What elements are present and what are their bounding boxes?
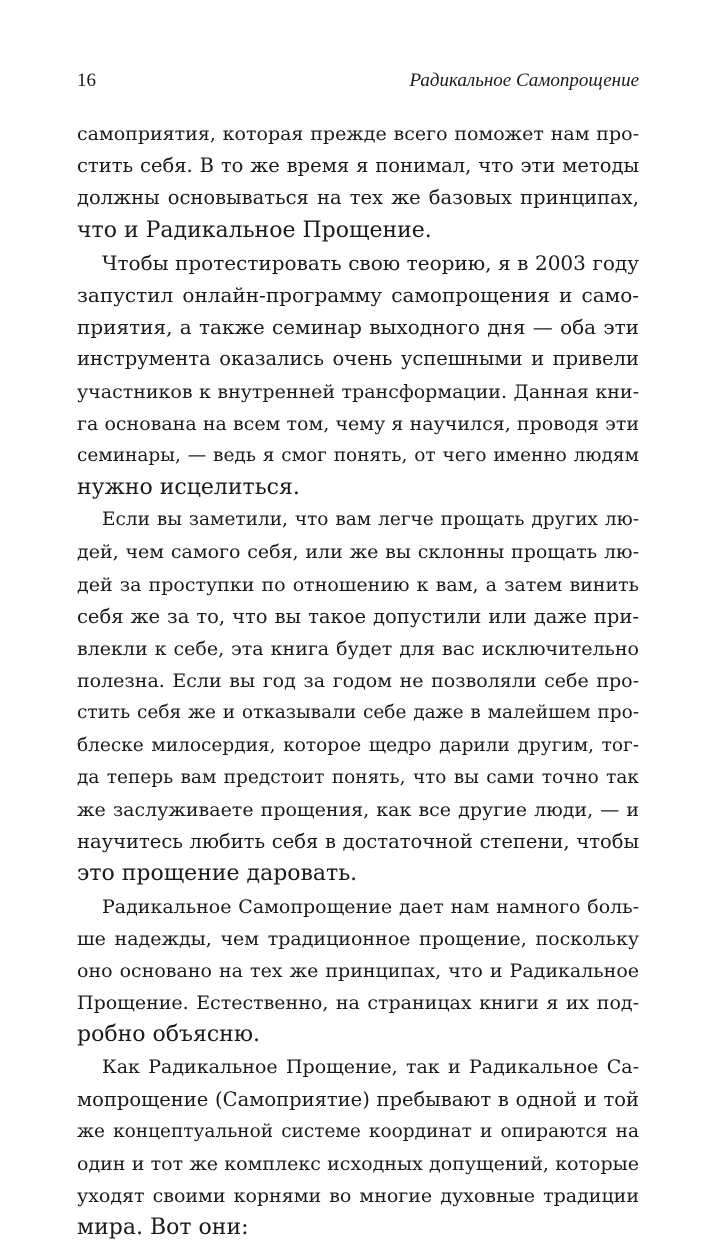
text-line: да теперь вам предстоит понять, что вы сами точно так [77,766,639,788]
text-line: участников к внутренней трансформации. Данная кни- [77,380,639,403]
text-line: это прощение даровать. [77,861,358,887]
text-line: инструмента оказались очень успешными и привели [77,347,639,371]
text-line: семинары, — ведь я смог понять, от чего именно людям [77,444,639,466]
running-head-title: Радикальное Самопрощение [409,70,639,91]
page-number: 16 [77,70,96,91]
text-line: Как Радикальное Прощение, так и Радикальное Са- [102,1056,639,1079]
text-line: самоприятия, которая прежде всего поможет нам про- [77,123,639,145]
text-line: дей за проступки по отношению к вам, а затем винить [77,573,639,596]
text-line: же заслуживаете прощения, как все другие люди, — и [77,798,639,821]
text-line: себя же за то, что вы такое допустили или даже при- [77,604,639,628]
text-line: оно основано на тех же принципах, что и Радикальное [77,959,639,982]
text-line: ше надежды, чем традиционное прощение, поскольку [77,927,639,950]
text-line: мопрощение (Самоприятие) пребывают в одной и той [77,1087,639,1111]
paragraph [77,118,639,247]
paragraph [77,247,639,505]
body-text [77,118,639,1245]
text-line: Если вы заметили, что вам легче прощать других лю- [102,509,639,531]
text-line: га основана на всем том, чему я научился, проводя эти [77,412,639,435]
text-line: мира. Вот они: [77,1215,249,1241]
text-line: же концептуальной системе координат и опираются на [77,1120,639,1142]
text-line: стить себя же и отказывали себе даже в малейшем про- [77,702,639,724]
paragraph [77,891,639,1052]
text-line: дей, чем самого себя, или же вы склонны прощать лю- [77,541,639,564]
text-line: нужно исцелиться. [77,475,300,501]
text-line: Чтобы протестировать свою теорию, я в 2003 году [102,250,639,275]
text-line: научитесь любить себя в достаточной степени, чтобы [77,830,639,854]
running-head [77,70,639,96]
text-line: приятия, а также семинар выходного дня — оба эти [77,315,639,340]
text-line: полезна. Если вы год за годом не позволяли себе про- [77,670,639,693]
text-line: запустил онлайн-программу самопрощения и само- [77,282,639,307]
text-line: Прощение. Естественно, на страницах книги я их под- [77,992,639,1015]
text-line: робно объясню. [77,1022,260,1048]
text-line: стить себя. В то же время я понимал, что эти методы [77,154,639,178]
text-line: должны основываться на тех же базовых принципах, [77,186,639,210]
paragraph [77,504,639,890]
text-line: влекли к себе, эта книга будет для вас исключительно [77,638,639,660]
text-line: Радикальное Самопрощение дает нам намного боль- [102,895,639,918]
paragraph [77,1051,639,1244]
text-line: уходят своими корнями во многие духовные традиции [77,1185,639,1208]
text-line: блеске милосердия, которое щедро дарили другим, тог- [77,734,639,756]
text-line: что и Радикальное Прощение. [77,217,432,243]
text-line: один и тот же комплекс исходных допущений, которые [77,1153,639,1175]
